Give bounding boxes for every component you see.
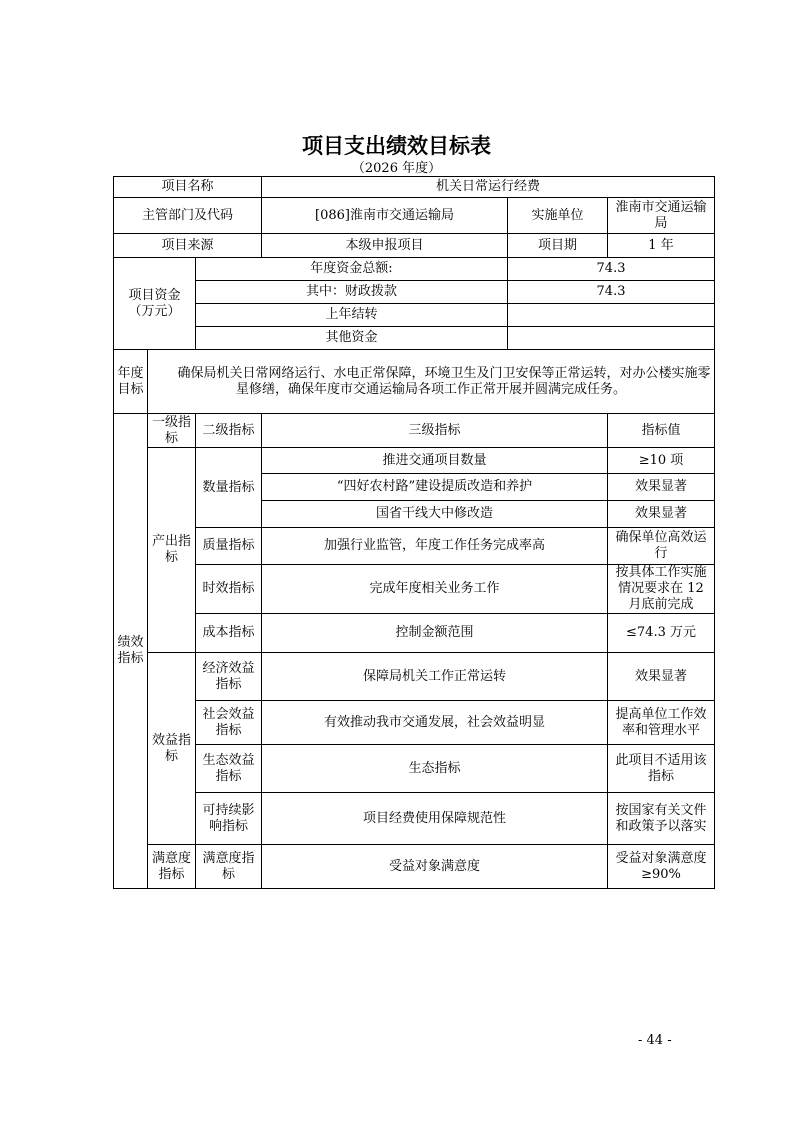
row-social — [114, 701, 715, 745]
header-level3: 三级指标 — [262, 414, 608, 448]
indicator-name: 国省干线大中修改造 — [262, 501, 608, 528]
row-department — [114, 198, 715, 234]
page-number: - 44 - — [638, 1033, 672, 1048]
funds-label: 项目资金（万元） — [114, 258, 196, 350]
indicator-value: 受益对象满意度≥90% — [608, 845, 715, 889]
row-annual-goal — [114, 350, 715, 414]
row-project-name — [114, 177, 715, 198]
header-value: 指标值 — [608, 414, 715, 448]
year-subtitle: （2026 年度） — [351, 161, 442, 176]
indicator-name: 保障局机关工作正常运转 — [262, 653, 608, 701]
sustainable-label: 可持续影响指标 — [196, 793, 262, 845]
row-funds-total — [114, 258, 715, 281]
row-cost — [114, 614, 715, 653]
indicator-name: 加强行业监管，年度工作任务完成率高 — [262, 528, 608, 565]
fund-value: 74.3 — [508, 258, 715, 281]
indicator-name: 完成年度相关业务工作 — [262, 565, 608, 614]
row-quality — [114, 528, 715, 565]
row-timeliness — [114, 565, 715, 614]
quality-label: 质量指标 — [196, 528, 262, 565]
indicator-value: 效果显著 — [608, 501, 715, 528]
indicator-value: 按具体工作实施情况要求在 12 月底前完成 — [608, 565, 715, 614]
indicator-value: 此项目不适用该指标 — [608, 745, 715, 793]
header-level2: 二级指标 — [196, 414, 262, 448]
row-ecological — [114, 745, 715, 793]
fund-value — [508, 304, 715, 327]
indicator-name: 受益对象满意度 — [262, 845, 608, 889]
indicator-value: 效果显著 — [608, 653, 715, 701]
indicator-name: 推进交通项目数量 — [262, 448, 608, 474]
ecological-label: 生态效益指标 — [196, 745, 262, 793]
fund-name: 年度资金总额: — [196, 258, 508, 281]
source-label: 项目来源 — [114, 234, 262, 258]
dept-label: 主管部门及代码 — [114, 198, 262, 234]
benefit-label: 效益指标 — [148, 653, 196, 845]
project-name-label: 项目名称 — [114, 177, 262, 198]
row-satisfaction — [114, 845, 715, 889]
row-funds-other — [114, 327, 715, 350]
quantity-label: 数量指标 — [196, 448, 262, 528]
fund-value — [508, 327, 715, 350]
source-value: 本级申报项目 — [262, 234, 508, 258]
indicator-value: 提高单位工作效率和管理水平 — [608, 701, 715, 745]
row-quantity-1 — [114, 448, 715, 474]
row-funds-carryover — [114, 304, 715, 327]
row-source — [114, 234, 715, 258]
project-name-value: 机关日常运行经费 — [262, 177, 715, 198]
social-label: 社会效益指标 — [196, 701, 262, 745]
indicator-value: ≤74.3 万元 — [608, 614, 715, 653]
dept-value: [086]淮南市交通运输局 — [262, 198, 508, 234]
indicator-name: 控制金额范围 — [262, 614, 608, 653]
indicators-label: 绩效指标 — [114, 414, 148, 889]
output-label: 产出指标 — [148, 448, 196, 653]
indicator-value: 效果显著 — [608, 474, 715, 501]
performance-table — [113, 176, 715, 889]
header-level1: 一级指标 — [148, 414, 196, 448]
satisfaction-label: 满意度指标 — [148, 845, 196, 889]
indicator-name: 项目经费使用保障规范性 — [262, 793, 608, 845]
impl-label: 实施单位 — [508, 198, 608, 234]
fund-value: 74.3 — [508, 281, 715, 304]
timeliness-label: 时效指标 — [196, 565, 262, 614]
row-economic — [114, 653, 715, 701]
row-funds-fiscal — [114, 281, 715, 304]
period-label: 项目期 — [508, 234, 608, 258]
fund-name: 上年结转 — [196, 304, 508, 327]
cost-label: 成本指标 — [196, 614, 262, 653]
fund-name: 其他资金 — [196, 327, 508, 350]
satisfaction-sub-label: 满意度指标 — [196, 845, 262, 889]
indicator-name: “四好农村路”建设提质改造和养护 — [262, 474, 608, 501]
page-title: 项目支出绩效目标表 — [302, 134, 491, 158]
indicator-value: ≥10 项 — [608, 448, 715, 474]
fund-name: 其中：财政拨款 — [196, 281, 508, 304]
indicator-name: 生态指标 — [262, 745, 608, 793]
row-sustainable — [114, 793, 715, 845]
period-value: 1 年 — [608, 234, 715, 258]
goal-label: 年度目标 — [114, 350, 148, 414]
indicator-name: 有效推动我市交通发展，社会效益明显 — [262, 701, 608, 745]
economic-label: 经济效益指标 — [196, 653, 262, 701]
indicator-value: 按国家有关文件和政策予以落实 — [608, 793, 715, 845]
indicator-value: 确保单位高效运行 — [608, 528, 715, 565]
goal-text: 确保局机关日常网络运行、水电正常保障，环境卫生及门卫安保等正常运转，对办公楼实施零星修缮，确保年度市交通运输局各项工作正常开展并圆满完成任务。 — [148, 350, 715, 414]
impl-value: 淮南市交通运输局 — [608, 198, 715, 234]
row-indicator-header — [114, 414, 715, 448]
